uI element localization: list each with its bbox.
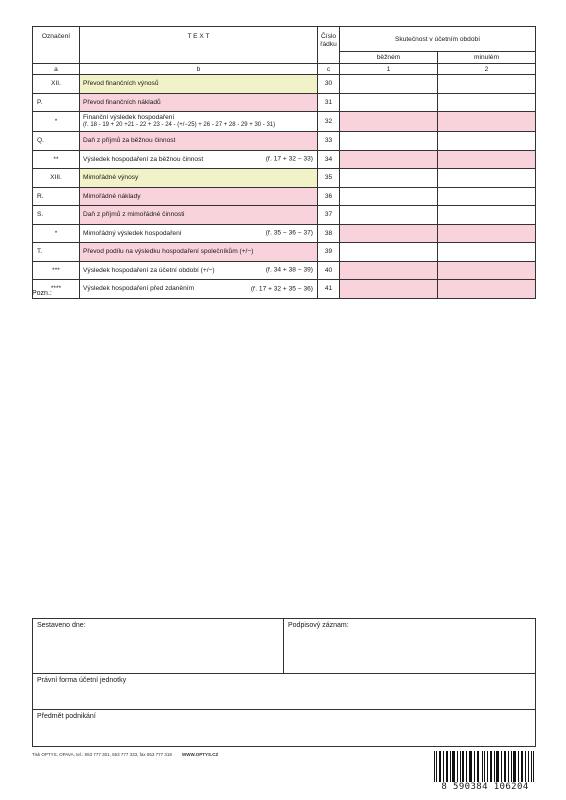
value-current-period[interactable] [340, 132, 438, 151]
row-mark: S. [33, 206, 80, 225]
table-row [33, 243, 536, 262]
row-label: Daň z příjmů z mimořádné činnosti [83, 211, 185, 219]
row-mark: P. [33, 93, 80, 112]
letter-a: a [33, 64, 80, 75]
row-label: Mimořádné výnosy [83, 174, 139, 182]
value-current-period[interactable] [340, 75, 438, 94]
pravni-forma-field[interactable] [33, 674, 536, 710]
value-current-period[interactable] [340, 243, 438, 262]
printer-web: WWW.OPTYS.CZ [182, 752, 219, 757]
value-previous-period[interactable] [438, 169, 536, 188]
pravni-forma-label: Právní forma účetní jednotky [37, 677, 127, 684]
value-current-period[interactable] [340, 261, 438, 280]
row-text [80, 150, 318, 169]
header-minule: minulém [438, 52, 536, 64]
row-mark: * [33, 224, 80, 243]
value-previous-period[interactable] [438, 280, 536, 299]
row-line-number: 40 [318, 261, 340, 280]
predmet-field[interactable] [33, 710, 536, 747]
letter-b: b [80, 64, 318, 75]
row-formula: (ř. 34 + 38 − 39) [265, 266, 313, 274]
row-text [80, 132, 318, 151]
table-row [33, 93, 536, 112]
value-previous-period[interactable] [438, 187, 536, 206]
num-1: 1 [340, 64, 438, 75]
row-mark: XII. [33, 75, 80, 94]
row-line-number: 33 [318, 132, 340, 151]
table-row [33, 261, 536, 280]
row-text [80, 112, 318, 132]
row-label: Převod finančních nákladů [83, 98, 161, 106]
row-line-number: 36 [318, 187, 340, 206]
table-row [33, 187, 536, 206]
value-previous-period[interactable] [438, 150, 536, 169]
value-previous-period[interactable] [438, 261, 536, 280]
row-mark: **** [33, 280, 80, 299]
header-text: T E X T [80, 27, 318, 64]
row-formula: (ř. 17 + 32 + 35 − 36) [250, 285, 313, 293]
table-row [33, 169, 536, 188]
row-line-number: 37 [318, 206, 340, 225]
value-current-period[interactable] [340, 150, 438, 169]
sestaveno-field[interactable] [33, 619, 284, 674]
value-previous-period[interactable] [438, 206, 536, 225]
table-row [33, 150, 536, 169]
row-text [80, 224, 318, 243]
row-text [80, 75, 318, 94]
value-previous-period[interactable] [438, 243, 536, 262]
row-label: Výsledek hospodaření za běžnou činnost [83, 155, 204, 163]
table-row [33, 206, 536, 225]
row-formula: (ř. 18 - 19 + 20 +21 - 22 + 23 - 24 - (+/−25) + 26 - 27 + 28 - 29 + 30 - 31) [83, 122, 276, 128]
row-mark: * [33, 112, 80, 132]
row-line-number: 31 [318, 93, 340, 112]
table-row [33, 75, 536, 94]
row-mark: ** [33, 150, 80, 169]
value-previous-period[interactable] [438, 224, 536, 243]
header-cislo-line1: Číslo [320, 33, 337, 40]
row-label: Výsledek hospodaření před zdaněním [83, 285, 195, 293]
row-mark: *** [33, 261, 80, 280]
podpis-label: Podpisový záznam: [288, 622, 349, 629]
row-line-number: 30 [318, 75, 340, 94]
row-label: Převod finančních výnosů [83, 80, 159, 88]
value-current-period[interactable] [340, 112, 438, 132]
printer-footer: Tisk OPTYS, OPAVA, tel.: 553 777 301, 553 777 333, fax 553 777 318 [32, 752, 172, 757]
row-formula: (ř. 35 − 36 − 37) [265, 229, 313, 237]
row-text [80, 93, 318, 112]
row-line-number: 39 [318, 243, 340, 262]
signature-table [32, 618, 536, 747]
note-label: Pozn.: [32, 290, 52, 297]
row-text [80, 243, 318, 262]
header-skutecnost: Skutečnost v účetním období [340, 27, 536, 52]
header-oznaceni: Označení [33, 27, 80, 64]
value-current-period[interactable] [340, 206, 438, 225]
profit-loss-table [32, 26, 536, 299]
value-current-period[interactable] [340, 224, 438, 243]
table-row [33, 224, 536, 243]
row-text [80, 280, 318, 299]
row-line-number: 41 [318, 280, 340, 299]
row-text [80, 169, 318, 188]
row-label: Výsledek hospodaření za účetní období (+/−) [83, 266, 215, 274]
row-line-number: 32 [318, 112, 340, 132]
value-current-period[interactable] [340, 280, 438, 299]
row-formula: (ř. 17 + 32 − 33) [265, 155, 313, 163]
table-row [33, 132, 536, 151]
value-previous-period[interactable] [438, 93, 536, 112]
predmet-label: Předmět podnikání [37, 713, 96, 720]
value-current-period[interactable] [340, 169, 438, 188]
table-row [33, 112, 536, 132]
row-line-number: 34 [318, 150, 340, 169]
row-mark: T. [33, 243, 80, 262]
row-text [80, 206, 318, 225]
value-current-period[interactable] [340, 93, 438, 112]
row-label: Převod podílu na výsledku hospodaření společníkům (+/−) [83, 248, 254, 256]
row-label: Finanční výsledek hospodaření [83, 114, 175, 121]
row-label: Daň z příjmů za běžnou činnost [83, 137, 176, 145]
num-2: 2 [438, 64, 536, 75]
table-row [33, 280, 536, 299]
header-cislo-radku [318, 27, 340, 64]
row-mark: R. [33, 187, 80, 206]
header-bezne: běžném [340, 52, 438, 64]
letter-c: c [318, 64, 340, 75]
row-line-number: 38 [318, 224, 340, 243]
value-previous-period[interactable] [438, 132, 536, 151]
value-previous-period[interactable] [438, 75, 536, 94]
row-text [80, 187, 318, 206]
value-previous-period[interactable] [438, 112, 536, 132]
row-text [80, 261, 318, 280]
row-line-number: 35 [318, 169, 340, 188]
row-mark: XIII. [33, 169, 80, 188]
header-cislo-line2: řádku [320, 41, 337, 48]
barcode-digits: 8 590384 106204 [431, 782, 539, 792]
row-label: Mimořádné náklady [83, 192, 141, 200]
value-current-period[interactable] [340, 187, 438, 206]
podpis-field[interactable] [284, 619, 536, 674]
row-label: Mimořádný výsledek hospodaření [83, 229, 182, 237]
row-mark: Q. [33, 132, 80, 151]
sestaveno-label: Sestaveno dne: [37, 622, 86, 629]
